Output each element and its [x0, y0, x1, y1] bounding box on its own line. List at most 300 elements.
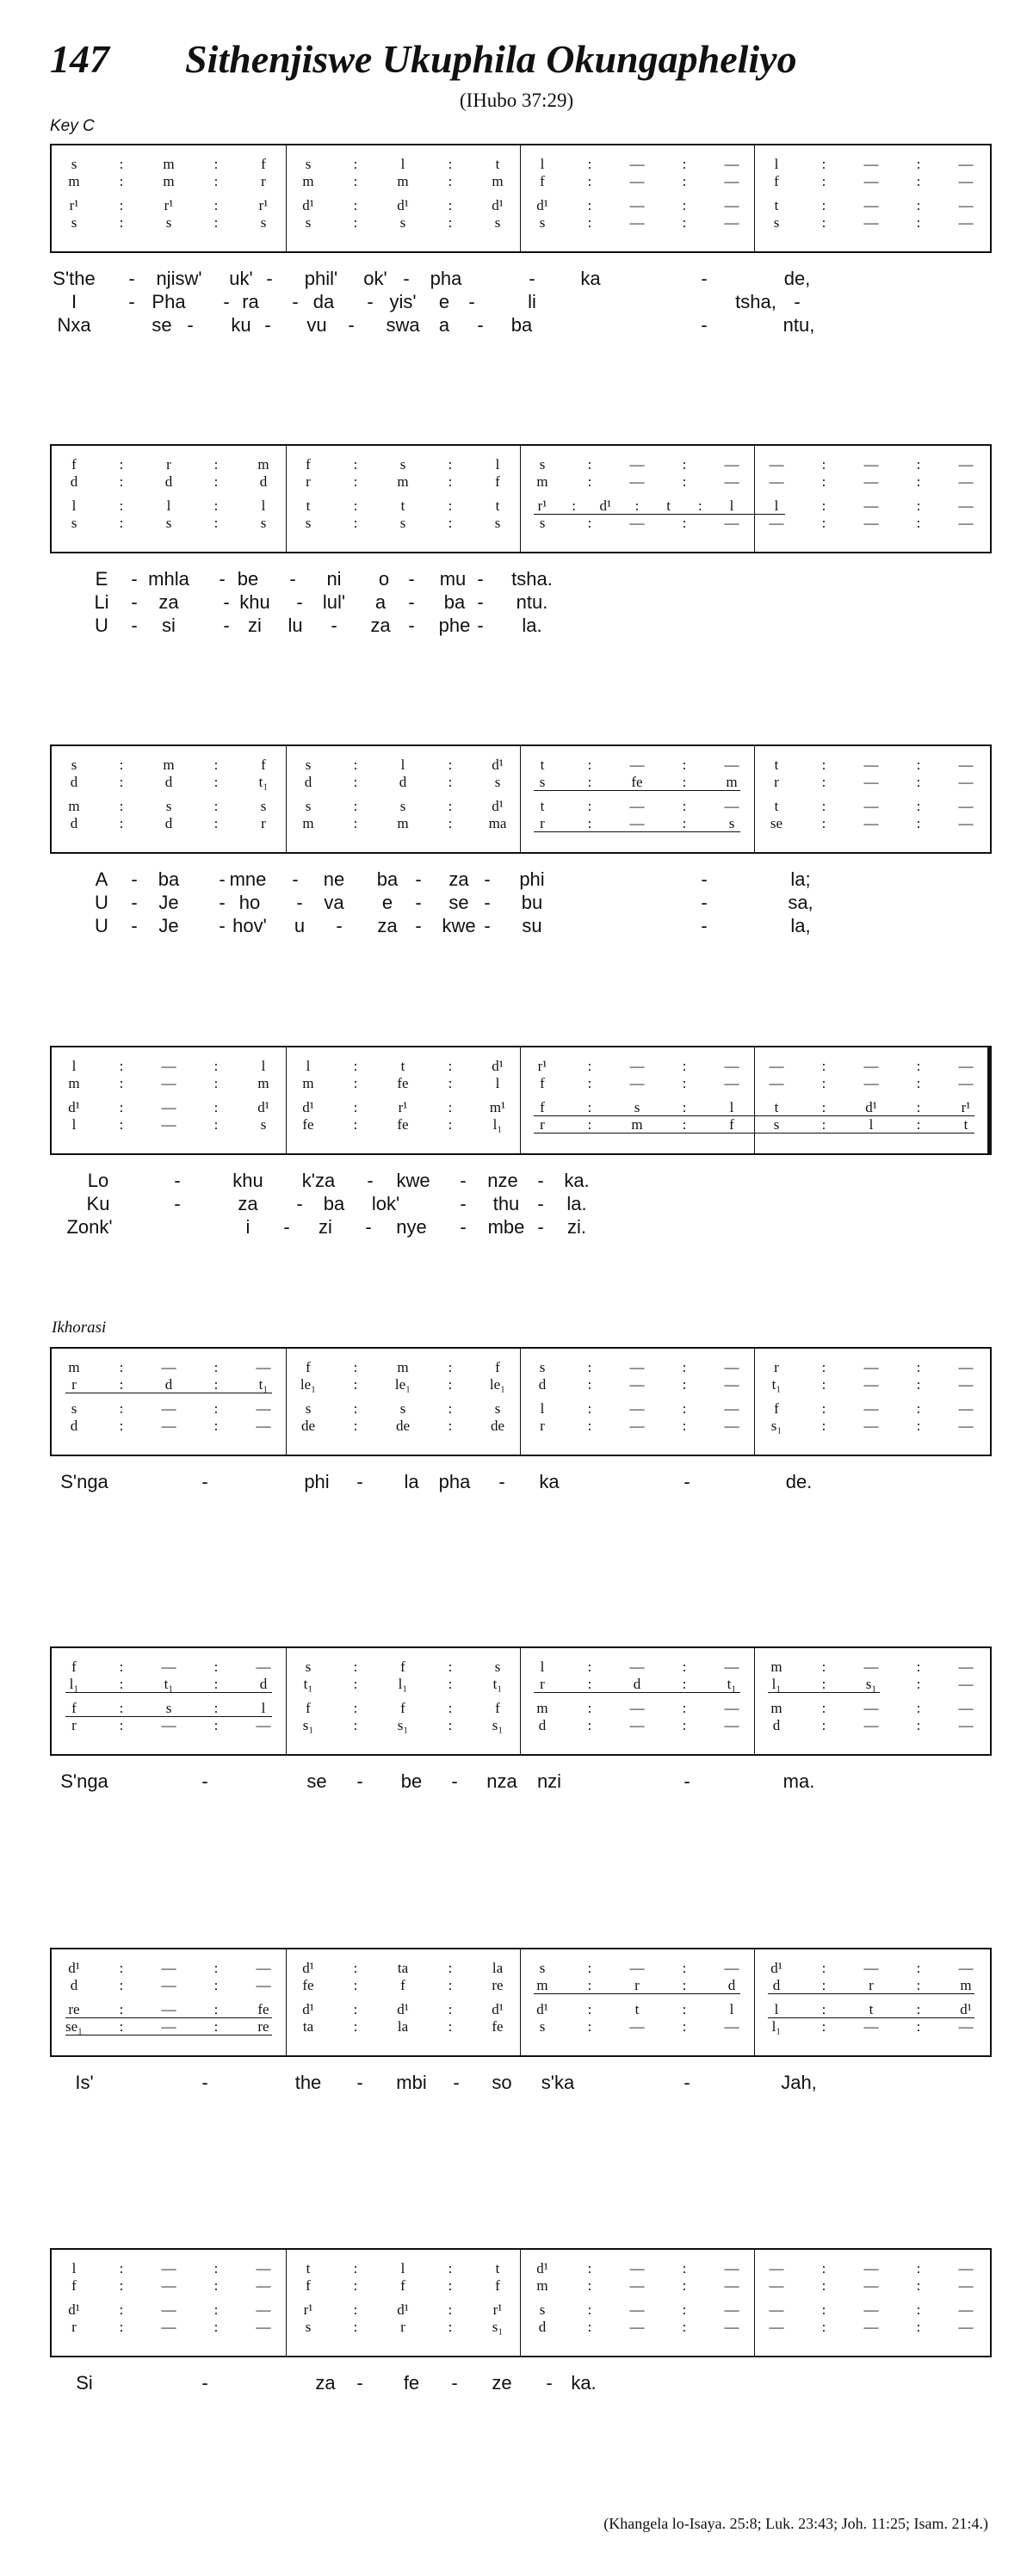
beat-separator: :: [682, 815, 687, 831]
slur-underline: [534, 1993, 740, 1994]
solfa-note: —: [724, 798, 739, 814]
beat-separator: :: [587, 214, 592, 231]
lyric-syllable: so: [492, 2072, 512, 2093]
syllable-hyphen: -: [292, 868, 299, 890]
solfa-note: d¹: [397, 2301, 409, 2318]
lyric-syllable: mu: [439, 568, 467, 590]
beat-separator: :: [213, 1058, 219, 1074]
beat-separator: :: [916, 2301, 921, 2318]
slur-underline: [534, 514, 785, 515]
lyric-syllable: nza: [486, 1770, 517, 1792]
syllable-hyphen: -: [546, 2372, 553, 2394]
beat-separator: :: [119, 1099, 124, 1115]
solfa-note: l: [306, 1058, 311, 1074]
solfa-note: m: [397, 473, 409, 490]
lyric-syllable: li: [528, 291, 536, 312]
solfa-note: l: [774, 156, 779, 172]
lyric-syllable: la,: [790, 915, 811, 936]
beat-separator: :: [119, 1977, 124, 1993]
beat-separator: :: [213, 2018, 219, 2035]
solfa-note: t₁: [771, 1376, 782, 1393]
beat-separator: :: [448, 798, 453, 814]
solfa-note: —: [863, 173, 879, 189]
solfa-note: —: [863, 2018, 879, 2035]
beat-separator: :: [448, 1960, 453, 1976]
solfa-note: —: [863, 774, 879, 790]
voice-row: [52, 2301, 990, 2319]
beat-separator: :: [119, 815, 124, 831]
solfa-note: m¹: [489, 1099, 506, 1115]
beat-separator: :: [448, 497, 453, 514]
solfa-note: d¹: [302, 2001, 314, 2017]
beat-separator: :: [682, 1418, 687, 1434]
syllable-hyphen: -: [484, 868, 491, 890]
syllable-hyphen: -: [701, 868, 708, 890]
solfa-note: —: [161, 1659, 176, 1675]
lyric-line: [50, 1170, 992, 1192]
beat-separator: :: [916, 2260, 921, 2276]
beat-separator: :: [682, 2277, 687, 2294]
solfa-note: l: [400, 156, 405, 172]
solfa-note: —: [724, 2319, 739, 2335]
solfa-note: f: [400, 1659, 405, 1675]
solfa-note: —: [629, 757, 645, 773]
beat-separator: :: [353, 2277, 358, 2294]
voice-row: [52, 497, 990, 515]
solfa-note: s: [539, 456, 546, 473]
solfa-note: t: [774, 1099, 779, 1115]
solfa-note: m: [536, 2277, 548, 2294]
solfa-note: f: [71, 2277, 77, 2294]
beat-separator: :: [682, 1058, 687, 1074]
solfa-note: —: [256, 1659, 271, 1675]
beat-separator: :: [821, 2301, 826, 2318]
syllable-hyphen: -: [219, 892, 226, 913]
lyric-syllable: Zonk': [66, 1216, 113, 1238]
solfa-note: —: [863, 798, 879, 814]
beat-separator: :: [353, 1977, 358, 1993]
beat-separator: :: [682, 2319, 687, 2335]
beat-separator: :: [119, 197, 124, 213]
solfa-note: —: [629, 2260, 645, 2276]
solfa-note: d¹: [68, 2301, 80, 2318]
beat-separator: :: [353, 1058, 358, 1074]
beat-separator: :: [587, 774, 592, 790]
syllable-hyphen: -: [296, 591, 303, 613]
beat-separator: :: [213, 774, 219, 790]
lyric-syllable: s'ka: [541, 2072, 575, 2093]
solfa-note: —: [256, 2260, 271, 2276]
solfa-note: —: [256, 1359, 271, 1375]
slur-underline: [768, 1993, 974, 1994]
beat-separator: :: [634, 497, 640, 514]
solfa-note: d: [164, 815, 173, 831]
lyric-syllable: zi.: [567, 1216, 586, 1238]
beat-separator: :: [587, 1700, 592, 1716]
beat-separator: :: [119, 1659, 124, 1675]
solfa-note: d¹: [492, 2001, 504, 2017]
beat-separator: :: [213, 1418, 219, 1434]
solfa-note: r: [540, 1418, 545, 1434]
solfa-note: se₁: [65, 2018, 84, 2035]
beat-separator: :: [587, 456, 592, 473]
solfa-note: r: [400, 2319, 405, 2335]
solfa-note: fe: [302, 1116, 314, 1133]
lyric-syllable: ka: [539, 1471, 560, 1492]
beat-separator: :: [119, 1700, 124, 1716]
solfa-note: —: [863, 2260, 879, 2276]
solfa-note: m: [536, 1700, 548, 1716]
solfa-note: r: [261, 173, 266, 189]
voice-row: [52, 1400, 990, 1418]
lyric-syllable: Li: [94, 591, 109, 613]
beat-separator: :: [587, 473, 592, 490]
beat-separator: :: [213, 1717, 219, 1733]
beat-separator: :: [353, 1717, 358, 1733]
solfa-note: —: [769, 515, 784, 531]
syllable-hyphen: -: [468, 291, 475, 312]
solfa-note: —: [958, 774, 974, 790]
solfa-note: d¹: [492, 757, 504, 773]
voice-row: [52, 2260, 990, 2277]
syllable-hyphen: -: [477, 568, 484, 590]
beat-separator: :: [916, 2001, 921, 2017]
beat-separator: :: [119, 214, 124, 231]
beat-separator: :: [119, 173, 124, 189]
solfa-note: s: [305, 214, 312, 231]
solfa-note: f: [261, 757, 266, 773]
solfa-note: —: [161, 2301, 176, 2318]
solfa-note: —: [863, 473, 879, 490]
voice-row: [52, 1717, 990, 1734]
solfa-note: l: [166, 497, 171, 514]
solfa-note: l: [400, 2260, 405, 2276]
solfa-note: r: [540, 1116, 545, 1133]
beat-separator: :: [587, 1659, 592, 1675]
syllable-hyphen: -: [219, 868, 226, 890]
music-system: [50, 144, 992, 253]
lyric-syllable: pha: [430, 268, 462, 289]
syllable-hyphen: -: [451, 2372, 458, 2394]
syllable-hyphen: -: [289, 568, 296, 590]
solfa-note: d¹: [302, 197, 314, 213]
solfa-note: s: [165, 214, 172, 231]
beat-separator: :: [119, 1676, 124, 1692]
beat-separator: :: [119, 757, 124, 773]
lyric-syllable: la: [404, 1471, 419, 1492]
solfa-note: f: [71, 456, 77, 473]
lyric-syllable: lok': [371, 1193, 400, 1214]
solfa-note: s: [71, 515, 77, 531]
solfa-note: fe: [397, 1075, 409, 1091]
solfa-note: —: [863, 815, 879, 831]
lyric-syllable: se: [152, 314, 172, 336]
solfa-note: —: [863, 197, 879, 213]
beat-separator: :: [682, 1717, 687, 1733]
beat-separator: :: [821, 1376, 826, 1393]
solfa-note: s: [71, 156, 77, 172]
solfa-note: t: [774, 798, 779, 814]
beat-separator: :: [587, 197, 592, 213]
solfa-note: t: [400, 1058, 405, 1074]
syllable-hyphen: -: [174, 1193, 181, 1214]
beat-separator: :: [119, 1116, 124, 1133]
beat-separator: :: [353, 1400, 358, 1417]
solfa-note: —: [629, 1359, 645, 1375]
solfa-note: —: [958, 1659, 974, 1675]
beat-separator: :: [916, 1376, 921, 1393]
beat-separator: :: [682, 214, 687, 231]
solfa-note: —: [629, 173, 645, 189]
beat-separator: :: [448, 1700, 453, 1716]
syllable-hyphen: -: [408, 568, 415, 590]
beat-separator: :: [821, 1099, 826, 1115]
syllable-hyphen: -: [415, 915, 422, 936]
solfa-note: l: [71, 2260, 77, 2276]
syllable-hyphen: -: [201, 2372, 208, 2394]
solfa-note: m: [257, 1075, 269, 1091]
beat-separator: :: [916, 1659, 921, 1675]
beat-separator: :: [353, 1376, 358, 1393]
beat-separator: :: [682, 456, 687, 473]
solfa-note: —: [958, 2277, 974, 2294]
solfa-note: —: [256, 2319, 271, 2335]
beat-separator: :: [682, 1099, 687, 1115]
solfa-note: l: [540, 1659, 545, 1675]
solfa-note: —: [863, 2277, 879, 2294]
solfa-note: re: [68, 2001, 80, 2017]
beat-separator: :: [821, 1359, 826, 1375]
syllable-hyphen: -: [356, 2072, 363, 2093]
solfa-note: —: [629, 1075, 645, 1091]
slur-underline: [534, 831, 740, 832]
solfa-note: m: [536, 473, 548, 490]
solfa-note: l₁: [69, 1676, 79, 1692]
beat-separator: :: [448, 2001, 453, 2017]
solfa-note: d: [70, 473, 78, 490]
lyric-syllable: Is': [75, 2072, 94, 2093]
solfa-note: —: [863, 1376, 879, 1393]
beat-separator: :: [916, 1099, 921, 1115]
solfa-note: —: [958, 1376, 974, 1393]
solfa-note: m: [397, 173, 409, 189]
solfa-note: —: [863, 1359, 879, 1375]
solfa-note: r: [540, 815, 545, 831]
beat-separator: :: [448, 815, 453, 831]
beat-separator: :: [119, 2301, 124, 2318]
beat-separator: :: [213, 815, 219, 831]
hymn-title: Sithenjiswe Ukuphila Okungapheliyo: [185, 37, 797, 81]
lyric-syllable: za: [315, 2372, 336, 2394]
solfa-note: t: [540, 757, 545, 773]
syllable-hyphen: -: [460, 1216, 467, 1238]
beat-separator: :: [821, 757, 826, 773]
solfa-note: m: [68, 798, 80, 814]
solfa-note: s: [260, 798, 267, 814]
syllable-hyphen: -: [264, 314, 271, 336]
solfa-note: t: [495, 156, 500, 172]
syllable-hyphen: -: [537, 1193, 544, 1214]
solfa-note: d¹: [492, 1058, 504, 1074]
solfa-note: r¹: [961, 1099, 971, 1115]
solfa-note: —: [724, 214, 739, 231]
lyric-syllable: be: [237, 568, 259, 590]
beat-separator: :: [213, 1676, 219, 1692]
solfa-note: s: [165, 798, 172, 814]
beat-separator: :: [821, 1977, 826, 1993]
solfa-note: —: [724, 1960, 739, 1976]
solfa-note: d: [70, 774, 78, 790]
beat-separator: :: [587, 1717, 592, 1733]
syllable-hyphen: -: [356, 1770, 363, 1792]
solfa-note: —: [161, 2277, 176, 2294]
beat-separator: :: [916, 1418, 921, 1434]
beat-separator: :: [682, 1676, 687, 1692]
solfa-note: f: [540, 1075, 545, 1091]
lyric-line: [50, 868, 992, 891]
solfa-note: l: [261, 497, 266, 514]
solfa-note: s₁: [865, 1676, 877, 1692]
solfa-note: d¹: [397, 197, 409, 213]
syllable-hyphen: -: [348, 314, 355, 336]
solfa-note: t₁: [727, 1676, 737, 1692]
beat-separator: :: [119, 515, 124, 531]
solfa-note: —: [724, 197, 739, 213]
solfa-note: —: [958, 1359, 974, 1375]
lyric-syllable: khu: [239, 591, 270, 613]
solfa-note: —: [724, 2018, 739, 2035]
solfa-note: f: [306, 1359, 311, 1375]
solfa-note: t: [666, 497, 671, 514]
solfa-note: f: [71, 1700, 77, 1716]
lyric-syllable: lul': [322, 591, 346, 613]
syllable-hyphen: -: [367, 1170, 374, 1191]
solfa-note: t: [495, 497, 500, 514]
beat-separator: :: [821, 2001, 826, 2017]
lyric-line: [50, 2072, 992, 2094]
beat-separator: :: [916, 1960, 921, 1976]
solfa-note: —: [629, 2018, 645, 2035]
syllable-hyphen: -: [537, 1216, 544, 1238]
solfa-note: —: [769, 1075, 784, 1091]
beat-separator: :: [353, 2319, 358, 2335]
voice-row: [52, 2319, 990, 2336]
syllable-hyphen: -: [296, 892, 303, 913]
solfa-note: d¹: [770, 1960, 782, 1976]
lyric-syllable: ba: [510, 314, 533, 336]
beat-separator: :: [353, 1960, 358, 1976]
beat-separator: :: [916, 2018, 921, 2035]
beat-separator: :: [821, 1717, 826, 1733]
solfa-note: s: [539, 1359, 546, 1375]
solfa-note: —: [958, 173, 974, 189]
beat-separator: :: [448, 2319, 453, 2335]
lyric-syllable: za: [377, 915, 398, 936]
voice-row: [52, 757, 990, 774]
voice-row: [52, 2001, 990, 2018]
syllable-hyphen: -: [219, 915, 226, 936]
beat-separator: :: [353, 497, 358, 514]
lyric-line: [50, 314, 992, 337]
syllable-hyphen: -: [484, 915, 491, 936]
solfa-note: d¹: [68, 1960, 80, 1976]
syllable-hyphen: -: [331, 615, 337, 636]
solfa-note: —: [161, 1099, 176, 1115]
solfa-note: —: [724, 1700, 739, 1716]
solfa-note: s₁: [492, 1717, 504, 1733]
lyric-syllable: S'nga: [60, 1471, 108, 1492]
beat-separator: :: [353, 214, 358, 231]
beat-separator: :: [587, 2018, 592, 2035]
beat-separator: :: [119, 497, 124, 514]
beat-separator: :: [448, 1400, 453, 1417]
solfa-note: —: [724, 515, 739, 531]
beat-separator: :: [353, 515, 358, 531]
solfa-note: r¹: [398, 1099, 408, 1115]
slur-underline: [768, 1692, 880, 1693]
solfa-note: d¹: [492, 197, 504, 213]
beat-separator: :: [213, 798, 219, 814]
solfa-note: d¹: [257, 1099, 269, 1115]
beat-separator: :: [213, 1700, 219, 1716]
lyric-line: [50, 591, 992, 614]
lyric-syllable: nze: [487, 1170, 518, 1191]
beat-separator: :: [916, 2319, 921, 2335]
beat-separator: :: [353, 197, 358, 213]
solfa-note: de: [300, 1418, 316, 1434]
solfa-note: s: [305, 1400, 312, 1417]
lyric-syllable: Nxa: [57, 314, 91, 336]
solfa-note: s: [260, 1116, 267, 1133]
syllable-hyphen: -: [292, 291, 299, 312]
beat-separator: :: [119, 2001, 124, 2017]
syllable-hyphen: -: [131, 915, 138, 936]
solfa-note: —: [724, 757, 739, 773]
solfa-note: ta: [302, 2018, 314, 2035]
solfa-note: s: [305, 515, 312, 531]
music-system: [50, 1646, 992, 1756]
syllable-hyphen: -: [408, 615, 415, 636]
solfa-note: f: [495, 473, 500, 490]
lyric-line: [50, 568, 992, 590]
beat-separator: :: [916, 173, 921, 189]
syllable-hyphen: -: [201, 1471, 208, 1492]
solfa-note: s: [165, 1700, 172, 1716]
solfa-note: d: [304, 774, 312, 790]
lyric-syllable: la;: [790, 868, 811, 890]
beat-separator: :: [448, 2018, 453, 2035]
solfa-note: s: [539, 2301, 546, 2318]
syllable-hyphen: -: [684, 1770, 690, 1792]
solfa-note: r¹: [537, 1058, 547, 1074]
beat-separator: :: [587, 2260, 592, 2276]
solfa-note: —: [161, 2018, 176, 2035]
solfa-note: d: [727, 1977, 736, 1993]
beat-separator: :: [682, 1359, 687, 1375]
beat-separator: :: [587, 1116, 592, 1133]
beat-separator: :: [821, 815, 826, 831]
beat-separator: :: [213, 1116, 219, 1133]
lyric-syllable: sa,: [788, 892, 813, 913]
lyric-syllable: S'nga: [60, 1770, 108, 1792]
solfa-note: s: [71, 1400, 77, 1417]
solfa-note: —: [724, 2277, 739, 2294]
solfa-note: m: [302, 815, 314, 831]
syllable-hyphen: -: [403, 268, 410, 289]
solfa-note: m: [68, 1359, 80, 1375]
solfa-note: —: [161, 2319, 176, 2335]
solfa-note: l: [400, 757, 405, 773]
